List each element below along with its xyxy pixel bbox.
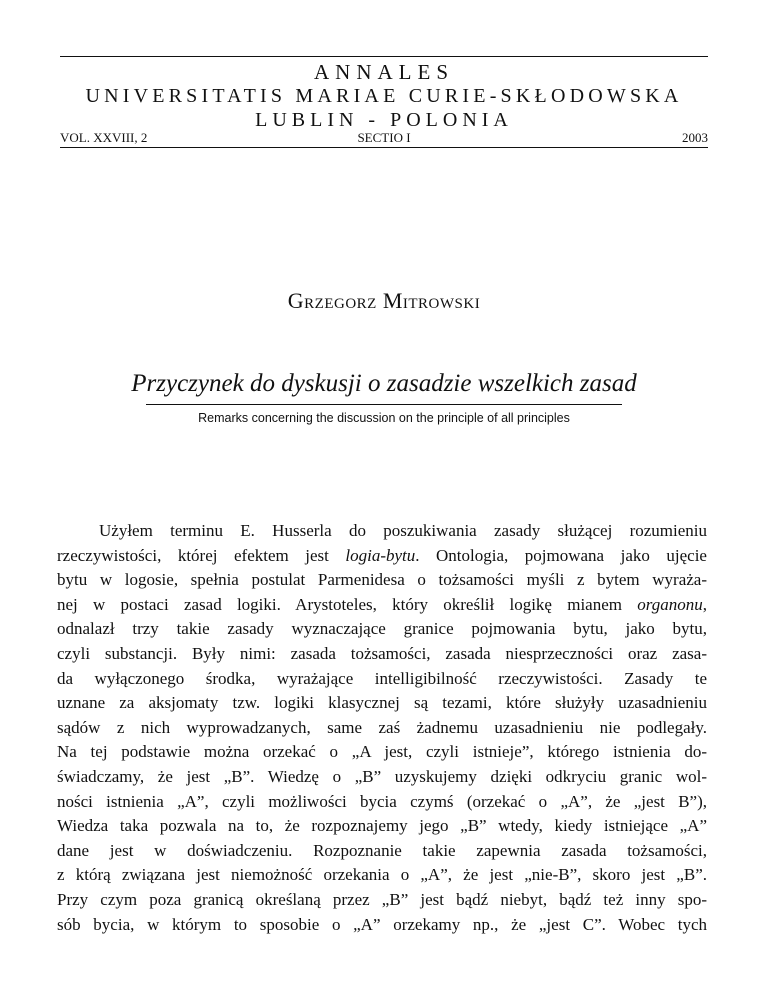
volume-label: VOL. XXVIII, 2	[60, 130, 148, 145]
journal-university: UNIVERSITATIS MARIAE CURIE-SKŁODOWSKA	[85, 85, 683, 107]
body-line: z którą związana jest niemożność orzekania o „A”, że jest „nie-B”, skoro jest „B”.	[57, 865, 707, 885]
body-line: Wiedza taka pozwala na to, że rozpoznajemy jego „B” wtedy, kiedy istniejące „A”	[57, 816, 707, 836]
body-line: da wyłączonego środka, wyrażające intelligibilność rzeczywistości. Zasady te	[57, 668, 707, 688]
journal-name: ANNALES	[314, 60, 454, 84]
body-line: świadczamy, że jest „B”. Wiedzę o „B” uzyskujemy dzięki odkryciu granic wol-	[57, 766, 707, 786]
article-subtitle: Remarks concerning the discussion on the principle of all principles	[198, 411, 570, 425]
body-line: ności istnienia „A”, czyli możliwości bycia czymś (orzekać o „A”, że „jest B”),	[57, 791, 707, 811]
body-line: rzeczywistości, której efektem jest logia-bytu. Ontologia, pojmowana jako ujęcie	[57, 545, 707, 565]
year-label: 2003	[682, 130, 708, 145]
author-name: Grzegorz Mitrowski	[287, 288, 481, 313]
body-line: sób bycia, w którym to sposobie o „A” orzekamy np., że „jest C”. Wobec tych	[57, 914, 707, 934]
journal-city: LUBLIN - POLONIA	[255, 109, 513, 131]
body-line: czyli substancji. Były nimi: zasada tożsamości, zasada niesprzeczności oraz zasa-	[57, 643, 707, 663]
header-bottom-rule	[60, 147, 708, 148]
body-line: Użyłem terminu E. Husserla do poszukiwania zasady służącej rozumieniu	[99, 521, 707, 540]
sectio-label: SECTIO I	[357, 130, 411, 145]
body-line: Na tej podstawie można orzekać o „A jest, czyli istnieje”, którego istnienia do-	[57, 742, 707, 762]
body-line: bytu w logosie, spełnia postulat Parmenidesa o tożsamości myśli z bytem wyraża-	[57, 570, 707, 590]
body-text	[57, 519, 707, 937]
title-underline	[146, 404, 622, 405]
body-line: uznane za aksjomaty tzw. logiki klasycznej są tezami, które służyły uzasadnieniu	[57, 693, 707, 713]
article-title: Przyczynek do dyskusji o zasadzie wszelkich zasad	[131, 370, 637, 397]
body-line: sądów z nich wyprowadzanych, same zaś żadnemu uzasadnieniu nie podlegały.	[57, 717, 707, 737]
body-line: dane jest w doświadczeniu. Rozpoznanie takie zapewnia zasada tożsamości,	[57, 840, 707, 860]
body-line: odnalazł trzy takie zasady wyznaczające granice pojmowania bytu, jako bytu,	[57, 619, 707, 639]
body-line: Przy czym poza granicą określaną przez „B” jest bądź niebyt, bądź też inny spo-	[57, 889, 707, 909]
body-line: nej w postaci zasad logiki. Arystoteles, który określił logikę mianem organonu,	[57, 594, 707, 614]
header-top-rule	[60, 56, 708, 57]
